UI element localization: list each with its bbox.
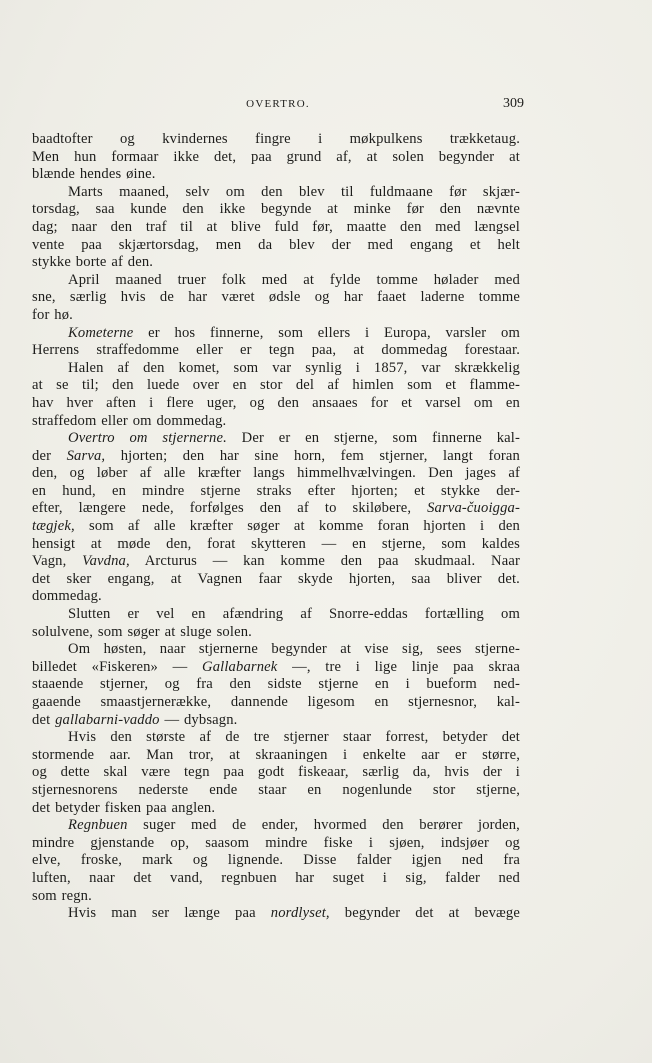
text-line: Herrens straffedomme eller er tegn paa, at dommedag forestaar.: [32, 342, 520, 359]
text-line: elve, froske, mark og lignende. Disse falder igjen ned fra: [32, 852, 520, 869]
text-line: [32, 905, 520, 923]
text-segment: Vagn,: [32, 553, 83, 570]
page-header: [32, 98, 524, 118]
text-segment: der: [32, 447, 67, 464]
text-segment: Der er en stjerne, som finnerne kal-: [226, 430, 520, 447]
text-line: luften, naar det vand, regnbuen har suget i sig, falder ned: [32, 869, 520, 886]
text-line: [32, 325, 520, 343]
text-segment: Arcturus — kan komme den paa skudmaal. Naar: [129, 553, 520, 570]
text-segment: hjorten; den har sine horn, fem stjerner, langt foran: [105, 447, 520, 464]
text-segment: Hvis man ser længe paa: [68, 905, 271, 922]
italic-term: Sarva,: [66, 447, 106, 464]
text-line: [32, 712, 520, 730]
text-segment: suger med de ender, hvormed den berører jorden,: [127, 817, 520, 834]
text-segment: som af alle kræfter søger at komme foran hjorten i den: [74, 518, 520, 535]
text-line: for hø.: [32, 306, 73, 323]
text-line: vente paa skjærtorsdag, men da blev der med engang et helt: [32, 236, 520, 253]
text-line: torsdag, saa kunde den ikke begynde at minke før den nævnte: [32, 201, 520, 218]
text-line: [32, 500, 520, 518]
text-segment: efter, længere nede, forfølges den af to skiløbere,: [32, 500, 428, 517]
text-line: staaende stjerner, og fra den sidste stjerne en i bueform ned-: [32, 676, 520, 693]
text-segment: er hos finnerne, som ellers i Europa, varsler om: [133, 324, 520, 341]
running-head: OVERTRO.: [246, 98, 310, 110]
italic-term: Vavdna,: [82, 553, 130, 570]
text-line: [32, 553, 520, 571]
italic-term: gallabarni-vaddo: [55, 711, 160, 728]
text-line: Halen af den komet, som var synlig i 1857, var skrækkelig: [68, 359, 520, 376]
text-line: det betyder fisken paa anglen.: [32, 799, 216, 816]
italic-term: tægjek,: [32, 518, 75, 535]
text-line: det sker engang, at Vagnen faar skyde hjorten, saa bliver det.: [32, 570, 520, 587]
page-number: 309: [503, 96, 524, 111]
text-line: Men hun formaar ikke det, paa grund af, at solen begynder at: [32, 148, 520, 165]
text-line: og dette skal være tegn paa godt fiskeaar, særlig da, hvis der i: [32, 764, 520, 781]
text-line: dag; naar den traf til at blive fuld før, maatte den med længsel: [32, 218, 520, 235]
text-line: stykke borte af den.: [32, 254, 154, 271]
italic-term: Kometerne: [68, 324, 134, 341]
text-line: straffedom eller om dommedag.: [32, 412, 227, 429]
text-line: mindre gjenstande op, saasom mindre fiske i sjøen, indsjøer og: [32, 834, 520, 851]
text-segment: begynder det at bevæge: [329, 905, 520, 922]
text-line: baadtofter og kvindernes fingre i møkpulkens trækketaug.: [32, 131, 520, 147]
text-line: den, og løber af alle kræfter langs himmelhvælvingen. Den jages af: [32, 465, 520, 482]
body-text: [32, 131, 520, 923]
italic-term: Regnbuen: [68, 817, 128, 834]
text-line: Om høsten, naar stjernerne begynder at vise sig, sees stjerne-: [68, 641, 520, 658]
text-segment: billedet «Fiskeren» —: [32, 658, 203, 675]
text-line: blænde hendes øine.: [32, 166, 156, 183]
text-segment: —, tre i lige linje paa skraa: [277, 658, 520, 675]
text-line: April maaned truer folk med at fylde tomme hølader med: [68, 271, 520, 288]
italic-term: Sarva-čuoigga-: [427, 500, 520, 517]
text-line: [32, 448, 520, 466]
text-line: hav hver aften i flere uger, og den ansaaes for et varsel om en: [32, 394, 520, 411]
text-line: en hund, en mindre stjerne straks efter hjorten; et stykke der-: [32, 482, 520, 499]
text-line: gaaende smaastjernerække, dannende ligesom en stjernesnor, kal-: [32, 694, 520, 710]
italic-term: nordlyset,: [270, 905, 330, 922]
text-line: solulvene, som søger at sluge solen.: [32, 623, 252, 640]
text-line: [32, 817, 520, 835]
text-line: Slutten er vel en afændring af Snorre-eddas fortælling om: [68, 606, 520, 623]
text-line: Hvis den største af de tre stjerner staar forrest, betyder det: [68, 729, 520, 746]
text-line: som regn.: [32, 887, 92, 904]
text-line: stjernesnorens nederste ende staar en nogenlunde stor stjerne,: [32, 781, 520, 798]
text-line: sne, særlig hvis de har været ødsle og har faaet laderne tomme: [32, 289, 520, 306]
text-line: dommedag.: [32, 588, 102, 605]
text-line: Marts maaned, selv om den blev til fuldmaane før skjær-: [68, 183, 520, 200]
text-segment: det: [32, 711, 56, 728]
text-line: [32, 518, 520, 536]
text-line: at se til; den luede over en stor del af himlen som et flamme-: [32, 377, 520, 394]
text-line: [32, 659, 520, 677]
text-line: [32, 430, 520, 448]
text-segment: — dybsagn.: [159, 711, 238, 728]
text-line: hensigt at møde den, forat skytteren — en stjerne, som kaldes: [32, 535, 520, 552]
italic-term: Gallabarnek: [202, 658, 278, 675]
italic-term: Overtro om stjernerne.: [68, 430, 227, 447]
text-line: stormende aar. Man tror, at skraaningen i enkelte aar er større,: [32, 746, 520, 763]
